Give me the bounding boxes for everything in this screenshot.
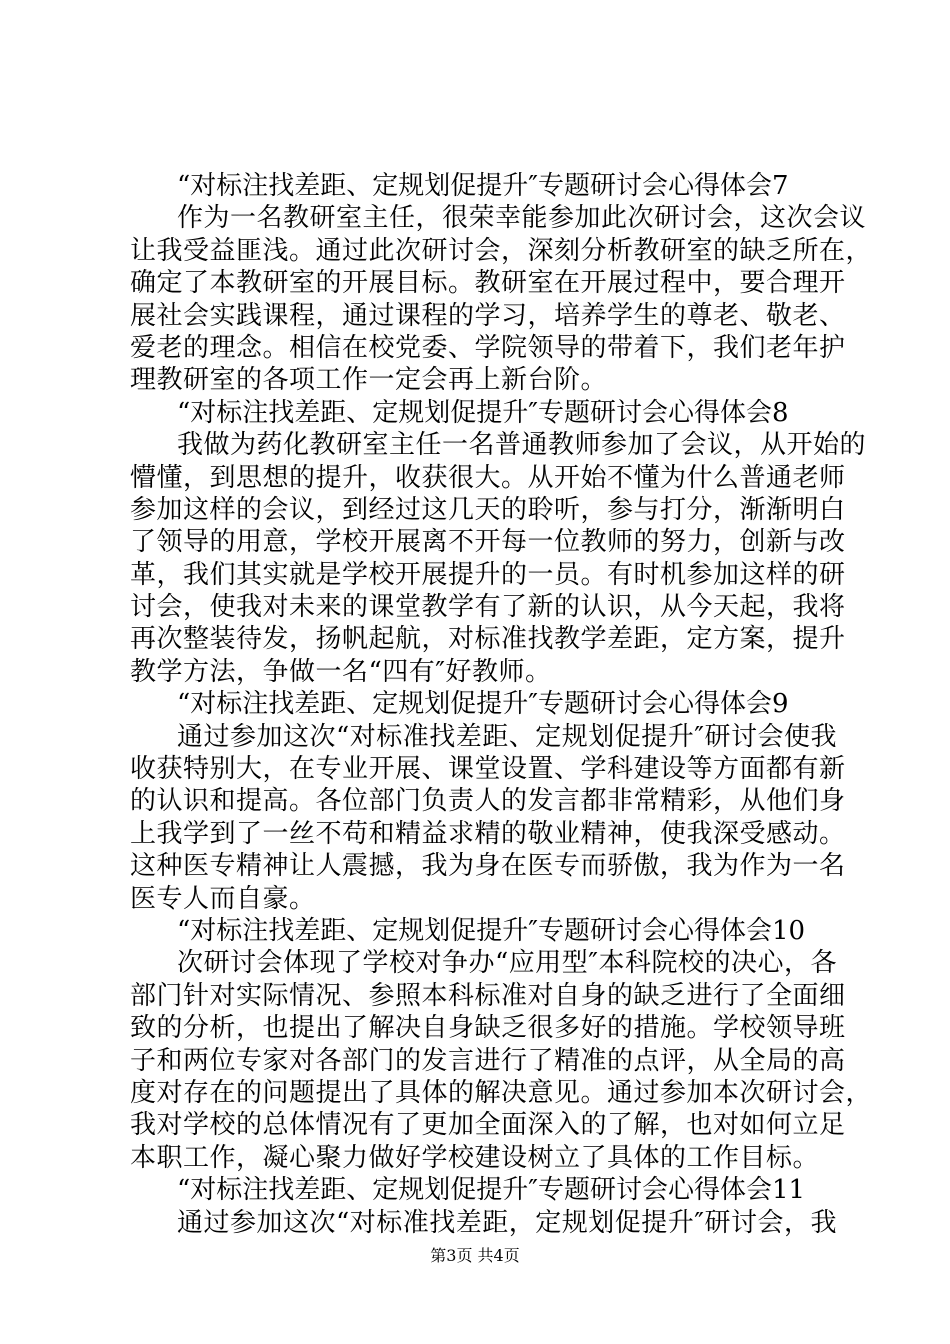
paragraph-line: 通过参加这次“对标准找差距、定规划促提升″研讨会使我 xyxy=(177,721,838,752)
paragraph-line: 致的分析，也提出了解决自身缺乏很多好的措施。学校领导班 xyxy=(130,1013,846,1044)
section-heading: “对标注找差距、定规划促提升″专题研讨会心得体会7 xyxy=(177,171,789,201)
section-heading: “对标注找差距、定规划促提升″专题研讨会心得体会8 xyxy=(177,397,789,428)
section-heading: “对标注找差距、定规划促提升″专题研讨会心得体会9 xyxy=(177,689,789,720)
paragraph-line: 理教研室的各项工作一定会再上新台阶。 xyxy=(130,365,608,396)
paragraph-line: 我对学校的总体情况有了更加全面深入的了解，也对如何立足 xyxy=(130,1110,846,1141)
document-body xyxy=(130,170,873,1239)
paragraph-line: 参加这样的会议，到经过这几天的聆听，参与打分，渐渐明白 xyxy=(130,494,846,525)
page-number-footer: 第3页 共4页 xyxy=(430,1246,520,1265)
section-heading: “对标注找差距、定规划促提升″专题研讨会心得体会11 xyxy=(177,1175,806,1206)
paragraph-line: 这种医专精神让人震撼，我为身在医专而骄傲，我为作为一名 xyxy=(130,851,846,882)
paragraph-line: 讨会，使我对未来的课堂教学有了新的认识，从今天起，我将 xyxy=(130,592,846,623)
paragraph-line: 了领导的用意，学校开展离不开每一位教师的努力，创新与改 xyxy=(130,527,846,558)
paragraph-line: 再次整装待发，扬帆起航，对标准找教学差距，定方案，提升 xyxy=(130,624,846,655)
paragraph-line: 懵懂，到思想的提升，收获很大。从开始不懂为什么普通老师 xyxy=(130,462,846,493)
paragraph-line: 度对存在的问题提出了具体的解决意见。通过参加本次研讨会， xyxy=(130,1077,873,1108)
paragraph-line: 收获特别大，在专业开展、课堂设置、学科建设等方面都有新 xyxy=(130,754,846,785)
paragraph-line: 部门针对实际情况、参照本科标准对自身的缺乏进行了全面细 xyxy=(130,980,846,1011)
paragraph-line: 医专人而自豪。 xyxy=(130,883,316,914)
paragraph-line: 子和两位专家对各部门的发言进行了精准的点评，从全局的高 xyxy=(130,1045,846,1076)
paragraph-line: 我做为药化教研室主任一名普通教师参加了会议，从开始的 xyxy=(177,430,867,461)
paragraph-line: 本职工作，凝心聚力做好学校建设树立了具体的工作目标。 xyxy=(130,1142,820,1173)
section-heading: “对标注找差距、定规划促提升″专题研讨会心得体会10 xyxy=(177,915,806,946)
paragraph-line: 通过参加这次“对标准找差距，定规划促提升″研讨会，我 xyxy=(177,1207,838,1238)
paragraph-line: 让我受益匪浅。通过此次研讨会，深刻分析教研室的缺乏所在， xyxy=(130,235,873,266)
paragraph-line: 上我学到了一丝不苟和精益求精的敬业精神，使我深受感动。 xyxy=(130,818,846,849)
paragraph-line: 革，我们其实就是学校开展提升的一员。有时机参加这样的研 xyxy=(130,559,846,590)
paragraph-line: 作为一名教研室主任，很荣幸能参加此次研讨会，这次会议 xyxy=(177,203,867,234)
paragraph-line: 爱老的理念。相信在校党委、学院领导的带着下，我们老年护 xyxy=(130,332,846,363)
paragraph-line: 确定了本教研室的开展目标。教研室在开展过程中，要合理开 xyxy=(130,268,846,299)
paragraph-line: 的认识和提高。各位部门负责人的发言都非常精彩，从他们身 xyxy=(130,786,846,817)
paragraph-line: 展社会实践课程，通过课程的学习，培养学生的尊老、敬老、 xyxy=(130,300,846,331)
paragraph-line: 次研讨会体现了学校对争办“应用型″本科院校的决心，各 xyxy=(177,948,838,979)
paragraph-line: 教学方法，争做一名“四有″好教师。 xyxy=(130,656,552,687)
